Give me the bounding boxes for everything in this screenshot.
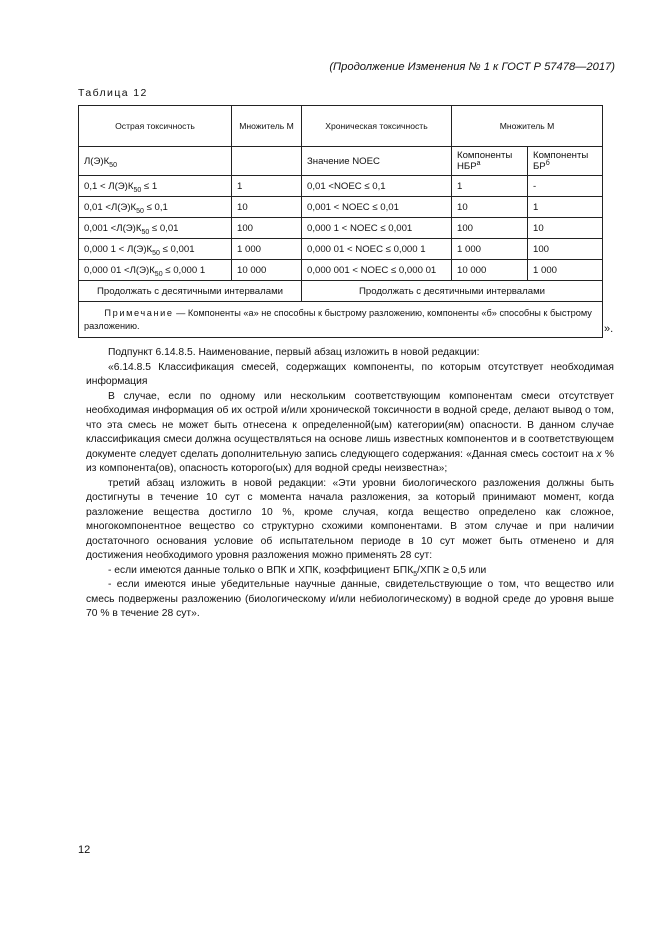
document-body — [86, 346, 614, 622]
cell-multiplier: 10 000 — [232, 260, 302, 281]
cell-noec: 0,000 1 < NOEC ≤ 0,001 — [302, 218, 452, 239]
cell-multiplier: 1 — [232, 176, 302, 197]
table-caption: Таблица 12 — [78, 87, 148, 99]
paragraph: - если имеются данные только о ВПК и ХПК, коэффициент $БПК_5$/ХПК ≥ 0,5 или — [108, 564, 487, 578]
note-label: Примечание — [104, 307, 174, 318]
cell-acute: $0,001 <Л(Э)К_{50} \le 0,01$ — [79, 218, 232, 239]
paragraph: В случае, если по одному или нескольким соответствующим компонентам смеси отсутствует необходимая информация об их острой и/или хронической токсичности в водной среде, делают вывод о том, что эта смесь не может быть отнесена к определенной(ым) категории(ям) опасности. В данном случае классификация смеси должна осуществляться на основе лишь известных компонентов и в соответствующем документе следует сделать дополнительную запись следующего содержания: «Данная смесь состоит на x % из компонента(ов), опасность которого(ых) для водной среды неизвестна»; — [86, 390, 614, 474]
subheader-empty — [232, 147, 302, 176]
cell-nbr: 1 000 — [452, 239, 528, 260]
subheader-noec: Значение NOEC — [302, 147, 452, 176]
note-text: — Компоненты «а» не способны к быстрому разложению, компоненты «б» способны к быстрому разложению. — [84, 307, 592, 331]
cell-noec: 0,01 <NOEC ≤ 0,1 — [302, 176, 452, 197]
cell-br: 1 000 — [528, 260, 603, 281]
table-row — [79, 218, 603, 239]
cell-acute: 0,000 $01 <Л(Э)К_{50} \le 0,000$ 1 — [79, 260, 232, 281]
table-note — [79, 302, 603, 338]
cell-noec: 0,000 001 < NOEC ≤ 0,000 01 — [302, 260, 452, 281]
cell-acute: $0,1 < Л(Э)К_{50} \le 1$ — [79, 176, 232, 197]
header-chronic-toxicity: Хроническая токсичность — [302, 106, 452, 147]
note-row — [79, 302, 603, 338]
cell-acute: 0,000 $1 < Л(Э)К_{50} \le 0,001$ — [79, 239, 232, 260]
header-multiplier-chronic: Множитель М — [452, 106, 603, 147]
interval-note-left: Продолжать с десятичными интервалами — [79, 281, 302, 302]
table-subheader-row — [79, 147, 603, 176]
cell-nbr: 1 — [452, 176, 528, 197]
subheader-acute: $Л(Э)К_{50}$ — [79, 147, 232, 176]
table-header-row — [79, 106, 603, 147]
paragraph: третий абзац изложить в новой редакции: «Эти уровни биологического разложения должны быть достигнуты в течение 10 сут с момента начала разложения, за который принимают момент, когда разложение вещества достигло 10 %, кроме случая, когда вещество определено как сложное, многокомпонентное вещество со структурно схожими компонентами. В этом случае и при наличии достаточного основания условие об испытательном периоде в 10 сут может быть отменено и для достижения необходимого уровня разложения можно применять 28 сут: — [86, 477, 614, 561]
table-row — [79, 176, 603, 197]
paragraph: - если имеются иные убедительные научные данные, свидетельствующие о том, что вещество или смесь подвержены разложению (биологическому и/или небиологическому) в водной среде до уровня выше 70 % в течение 28 сут». — [86, 579, 614, 619]
table-row — [79, 239, 603, 260]
paragraph: «6.14.8.5 Классификация смесей, содержащих компоненты, по которым отсутствует необходимая информация — [86, 361, 614, 387]
cell-br: - — [528, 176, 603, 197]
interval-note-right: Продолжать с десятичными интервалами — [302, 281, 603, 302]
subheader-nbr-components: Компоненты $НБР^а$ — [452, 147, 528, 176]
page-number: 12 — [78, 844, 91, 856]
interval-row — [79, 281, 603, 302]
table-closing-quote: ». — [604, 323, 614, 335]
header-acute-toxicity: Острая токсичность — [79, 106, 232, 147]
header-multiplier-acute: Множитель М — [232, 106, 302, 147]
cell-multiplier: 10 — [232, 197, 302, 218]
cell-nbr: 10 — [452, 197, 528, 218]
cell-nbr: 100 — [452, 218, 528, 239]
document-header: (Продолжение Изменения № 1 к ГОСТ Р 57478—2017) — [329, 61, 615, 73]
cell-noec: 0,001 < NOEC ≤ 0,01 — [302, 197, 452, 218]
cell-multiplier: 100 — [232, 218, 302, 239]
paragraph: Подпункт 6.14.8.5. Наименование, первый абзац изложить в новой редакции: — [108, 347, 480, 358]
cell-multiplier: 1 000 — [232, 239, 302, 260]
cell-nbr: 10 000 — [452, 260, 528, 281]
table-row — [79, 260, 603, 281]
cell-acute: $0,01 <Л(Э)К_{50} \le 0,1$ — [79, 197, 232, 218]
toxicity-table — [78, 105, 603, 338]
cell-noec: 0,000 01 < NOEC ≤ 0,000 1 — [302, 239, 452, 260]
cell-br: 100 — [528, 239, 603, 260]
subheader-br-components: Компоненты $БР^б$ — [528, 147, 603, 176]
cell-br: 1 — [528, 197, 603, 218]
table-row — [79, 197, 603, 218]
cell-br: 10 — [528, 218, 603, 239]
